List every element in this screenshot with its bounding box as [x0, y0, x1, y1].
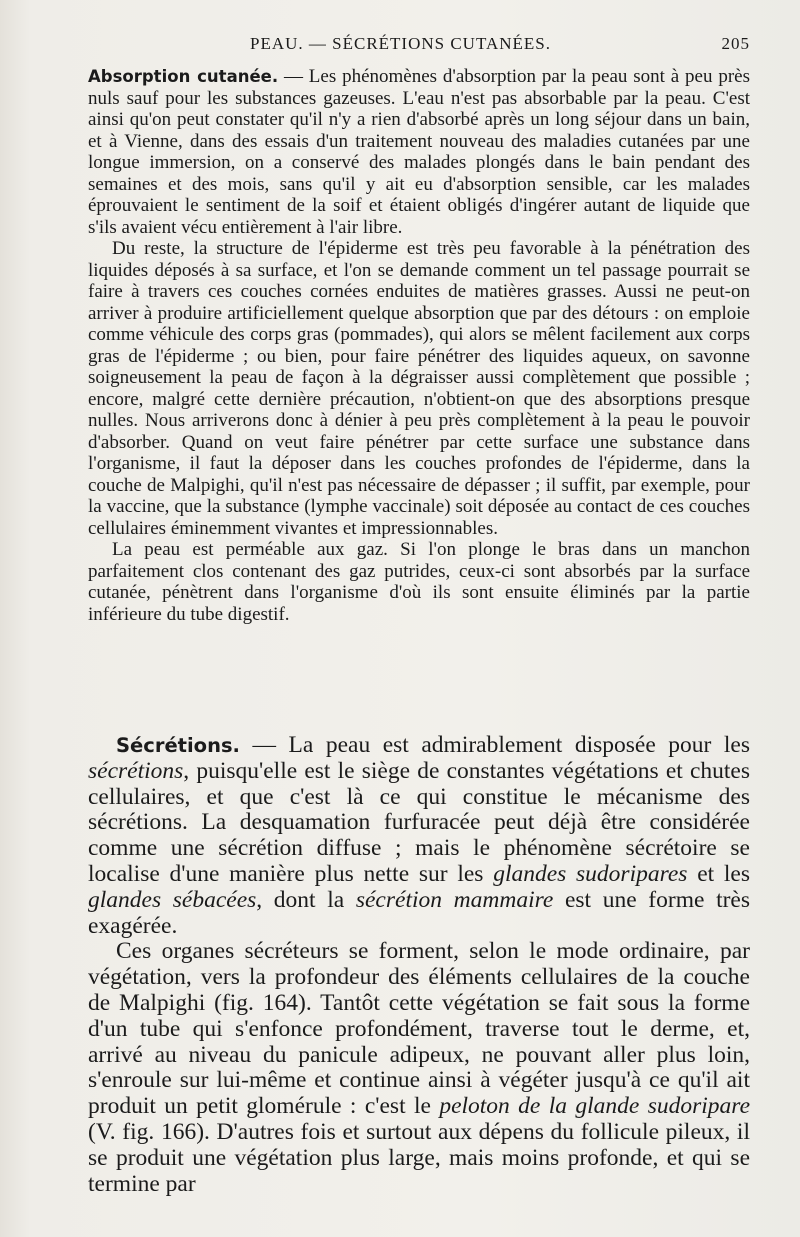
running-title: PEAU. — SÉCRÉTIONS CUTANÉES.: [250, 34, 552, 53]
glandes-sebacees-term: glandes sébacées: [88, 886, 257, 913]
absorption-heading: Absorption cutanée.: [88, 67, 279, 86]
absorption-section: [88, 66, 750, 625]
secretions-text: , puisqu'elle est le siège de constantes végétations et chutes cellulaires, et que c'est là ce qui constitue le mécanisme des sécrétions. La desquamation furfuracée peut déjà être considérée comme une sécrétion diffuse ; mais le phénomène sécrétoire se localise d'une manière plus nette sur les: [88, 757, 750, 887]
secretions-section: [88, 733, 750, 1197]
secretion-mammaire-term: sécrétion mammaire: [355, 886, 554, 913]
secretions-term: sécrétions: [88, 757, 184, 784]
absorption-paragraph-1: [88, 66, 750, 238]
page-header: [90, 34, 750, 60]
secretions-text: est une forme très exagérée.: [88, 886, 751, 939]
peloton-term: peloton de la glande sudoripare: [439, 1093, 750, 1120]
secretions-text: (V. fig. 166). D'autres fois et surtout aux dépens du follicule pileux, il se produit une végétation plus large, mais moins profonde, et qui se termine par: [88, 1118, 750, 1197]
secretions-heading: Sécrétions.: [116, 734, 240, 757]
secretions-text: et les: [687, 860, 750, 887]
absorption-text-1: — Les phénomènes d'absorption par la peau sont à peu près nuls sauf pour les substances gazeuses. L'eau n'est pas absorbable par la peau. C'est ainsi qu'on peut constater qu'il n'y a rien d'absorbé après un long séjour dans un bain, et à Vienne, dans des essais d'un traitement nouveau des maladies cutanées par une longue immersion, on a conservé des malades plongés dans le bain pendant des semaines et des mois, sans qu'il y ait eu d'absorption sensible, car les malades éprouvaient le sentiment de la soif et étaient obligés d'ingérer autant de liquide que s'ils avaient vécu entièrement à l'air libre.: [88, 66, 750, 238]
secretions-text: Ces organes sécréteurs se forment, selon le mode ordinaire, par végétation, vers la profondeur des éléments cellulaires de la couche de Malpighi (fig. 164). Tantôt cette végétation se fait sous la forme d'un tube qui s'enfonce profondément, traverse tout le derme, et, arrivé au niveau du panicule adipeux, ne pouvant aller plus loin, s'enroule sur lui-même et continue ainsi à végéter jusqu'à ce qu'il ait produit un petit glomérule : c'est le: [88, 938, 750, 1120]
secretions-text: — La peau est admirablement disposée pour les: [239, 732, 750, 758]
absorption-paragraph-2: Du reste, la structure de l'épiderme est très peu favorable à la pénétration des liquides déposés à sa surface, et l'on se demande comment un tel passage pourrait se faire à travers ces couches cornées enduites de matières grasses. Aussi ne peut-on arriver à produire artificiellement quelque absorption que par des détours : on emploie comme véhicule des corps gras (pommades), qui alors se mêlent facilement aux corps gras de l'épiderme ; ou bien, pour faire pénétrer des liquides aqueux, on savonne soigneusement la peau de façon à la dégraisser aussi complètement que possible ; encore, malgré cette dernière précaution, n'obtient-on que des absorptions presque nulles. Nous arriverons donc à dénier à peu près complètement à la peau le pouvoir d'absorber. Quand on veut faire pénétrer par cette surface une substance dans l'organisme, il faut la déposer dans les couches profondes de l'épiderme, dans la couche de Malpighi, qu'il n'est pas nécessaire de dépasser ; il suffit, par exemple, pour la vaccine, que la substance (lymphe vaccinale) soit déposée au contact de ces couches cellulaires éminemment vivantes et impressionnables.: [88, 238, 750, 539]
glandes-sudoripares-term: glandes sudoripares: [493, 860, 688, 887]
secretions-paragraph-1: [88, 733, 750, 939]
secretions-paragraph-2: [88, 939, 750, 1197]
absorption-paragraph-3: La peau est perméable aux gaz. Si l'on plonge le bras dans un manchon parfaitement clos contenant des gaz putrides, ceux-ci sont absorbés par la surface cutanée, pénètrent dans l'organisme d'où ils sont ensuite éliminés par la partie inférieure du tube digestif.: [88, 539, 750, 625]
secretions-text: , dont la: [256, 886, 356, 913]
page-number: 205: [721, 34, 750, 53]
